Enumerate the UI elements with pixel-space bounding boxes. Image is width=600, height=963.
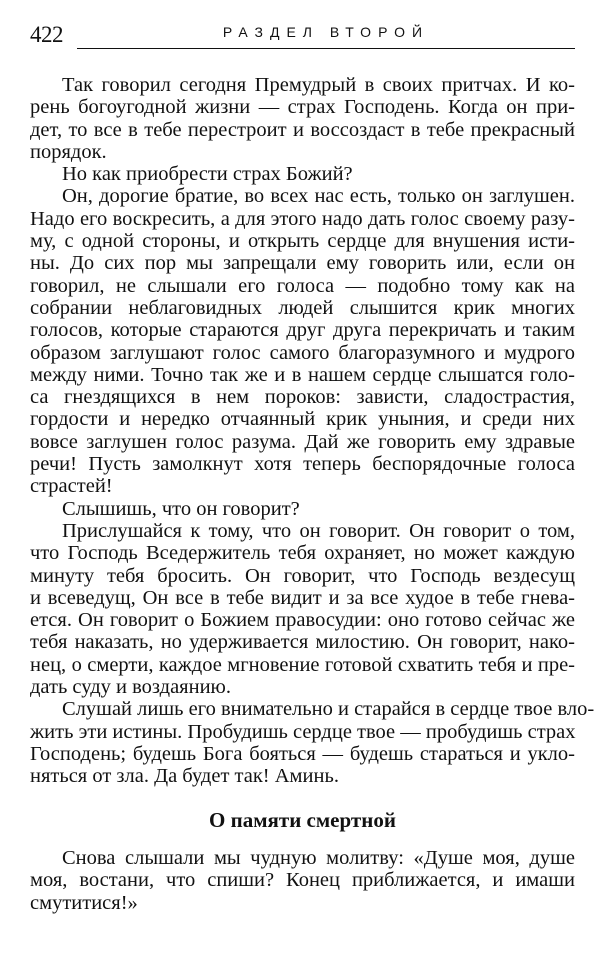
text-line: дет, то все в тебе перестроит и воссоздаст в тебе прекрасный (30, 118, 575, 141)
running-title: РАЗДЕЛ ВТОРОЙ (222, 24, 430, 40)
text-line: Слушай лишь его внимательно и старайся в сердце твое вло- (62, 698, 595, 721)
text-line: тебя наказать, но удерживается милостию. Он говорит, нако- (30, 631, 575, 654)
text-line: жить эти истины. Пробудишь сердце твое — пробудишь страх (30, 720, 576, 743)
text-line: страстей! (30, 475, 113, 498)
text-line: Прислушайся к тому, что он говорит. Он говорит о том, (62, 519, 575, 542)
text-line: вовсе заглушен голос разума. Дай же говорить ему здравые (30, 430, 575, 453)
paragraph (30, 847, 575, 914)
text-line: Так говорил сегодня Премудрый в своих притчах. И ко- (62, 74, 575, 96)
text-line: няться от зла. Да будет так! Аминь. (30, 765, 339, 788)
text-line: что Господь Вседержитель тебя охраняет, но может каждую (30, 542, 575, 565)
text-line: минуту тебя бросить. Он говорит, что Господь вездесущ (30, 564, 575, 587)
text-line: рень богоугодной жизни — страх Господень. Когда он при- (30, 96, 575, 119)
text-line: Снова слышали мы чудную молитву: «Душе моя, душе (62, 847, 575, 869)
paragraph (30, 520, 575, 698)
text-line: са гнездящихся в нем пороков: зависти, сладострастия, (30, 386, 575, 409)
paragraph (30, 74, 575, 163)
section-1-text (30, 74, 595, 788)
header-rule (77, 48, 575, 49)
page-number: 422 (30, 22, 63, 47)
paragraph (30, 698, 595, 788)
text-line: Он, дорогие братие, во всех нас есть, только он заглушен. (62, 185, 575, 208)
paragraph (30, 163, 575, 185)
text-line: му, с одной стороны, и открыть сердце для внушения исти- (30, 230, 575, 253)
text-line: собрании неблаговидных людей слышится крик многих (30, 296, 575, 319)
text-line: Но как приобрести страх Божий? (62, 163, 353, 186)
text-line: и всеведущ, Он все в тебе видит и за все худое в тебе гнева- (30, 586, 575, 609)
text-line: ны. До сих пор мы запрещали ему говорить или, если он (30, 252, 575, 275)
text-line: образом заглушают голос самого благоразумного и мудрого (30, 341, 575, 364)
text-line: гордости и нередко отчаянный крик уныния, и среди них (30, 408, 575, 431)
text-line: ется. Он говорит о Божием правосудии: оно готово сейчас же (30, 609, 575, 632)
paragraph (30, 498, 575, 520)
text-line: между ними. Точно так же и в нашем сердце слышатся голо- (30, 363, 575, 386)
text-line: смутитися!» (30, 891, 138, 914)
text-line: Господень; будешь Бога бояться — будешь стараться и укло- (30, 742, 575, 765)
text-line: порядок. (30, 140, 107, 163)
text-line: Надо его воскресить, а для этого надо дать голос своему разу- (30, 207, 575, 230)
paragraph (30, 185, 575, 497)
text-line: нец, о смерти, каждое мгновение готовой схватить тебя и пре- (30, 653, 575, 676)
section-2-text (30, 847, 575, 914)
section-heading: О памяти смертной (209, 808, 396, 832)
text-line: говорил, не слышали его голоса — подобно тому как на (30, 274, 575, 297)
text-line: голосов, которые стараются друг друга перекричать и таким (30, 319, 575, 342)
text-line: Слышишь, что он говорит? (62, 497, 300, 520)
text-line: дать суду и воздаянию. (30, 676, 231, 699)
text-line: речи! Пусть замолкнут хотя теперь беспорядочные голоса (30, 453, 575, 476)
text-line: моя, востани, что спиши? Конец приближается, и имаши (30, 869, 575, 892)
